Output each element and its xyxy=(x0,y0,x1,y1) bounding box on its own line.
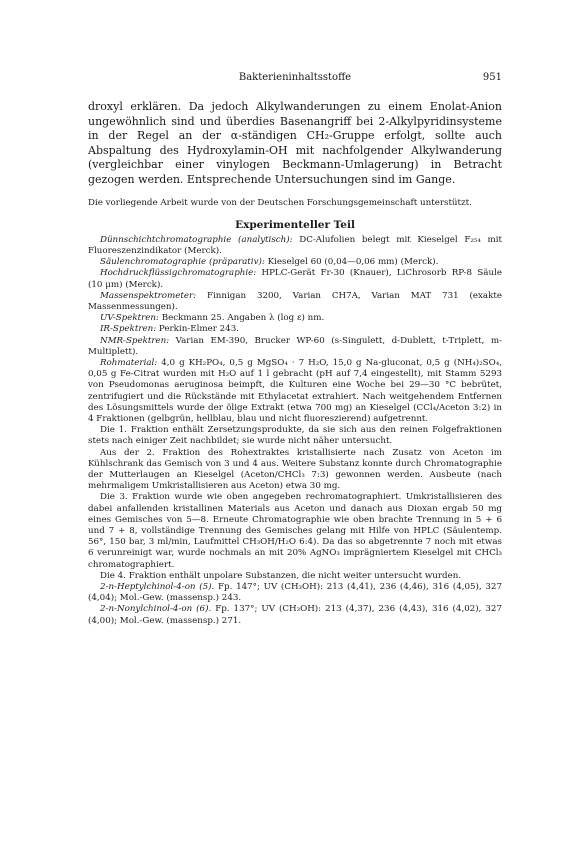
method-label: Dünnschichtchromatographie (analytisch): xyxy=(100,234,293,245)
method-text: Kieselgel 60 (0,04—0,06 mm) (Merck). xyxy=(264,257,439,268)
method-label: Hochdruckflüssigchromatographie: xyxy=(100,268,257,279)
method-paragraph xyxy=(88,336,502,358)
method-paragraph xyxy=(88,257,502,268)
page-number: 951 xyxy=(482,72,502,83)
method-text: Perkin-Elmer 243. xyxy=(156,324,239,335)
intro-paragraph: droxyl erklären. Da jedoch Alkylwanderungen zu einem Enolat-Anion ungewöhnlich sind und überdies Basenangriff bei 2-Alkylpyridinsysteme in der Regel an der α-ständigen CH₂-Gruppe erfolgt, sollte auch Abspaltung des Hydroxylamin-OH mit nachfolgender Alkylwanderung (vergleichbar einer vinylogen Beckmann-Umlagerung) in Betracht gezogen werden. Entsprechende Untersuchungen sind im Gange. xyxy=(88,100,502,186)
method-text: DC-Alufolien belegt mit Kieselgel F₂₅₄ mit Fluoreszenzindikator (Merck). xyxy=(88,234,503,256)
method-label: IR-Spektren: xyxy=(100,324,157,335)
compound-paragraph xyxy=(88,604,502,626)
method-paragraph xyxy=(88,324,502,335)
method-paragraph xyxy=(88,291,502,313)
method-label: Säulenchromatographie (präparativ): xyxy=(100,257,265,268)
compound-text: Fp. 137°; UV (CH₃OH): 213 (4,37), 236 (4,43), 316 (4,02), 327 (4,00); Mol.-Gew. (massensp.) 271. xyxy=(88,604,502,626)
compound-paragraph xyxy=(88,582,502,604)
method-label: NMR-Spektren: xyxy=(100,335,170,346)
acknowledgement: Die vorliegende Arbeit wurde von der Deutschen Forschungsgemeinschaft unterstützt. xyxy=(88,197,472,208)
fraction-paragraph: Die 3. Fraktion wurde wie oben angegeben rechromatographiert. Umkristallisieren des dabei anfallenden kristallinen Materials aus Aceton und danach aus Dioxan ergab 50 mg eines Gemisches von 5—8. Erneute Chromatographie wie oben brachte Trennung in 5 + 6 und 7 + 8, vollständige Trennung des Gemisches gelang mit Hilfe von HPLC (Säulentemp. 56°, 150 bar, 3 ml/min, Laufmittel CH₃OH/H₂O 6:4). Da das so abgetrennte 7 noch mit etwas 6 verunreinigt war, wurde nochmals an mit 20% AgNO₃ imprägniertem Kieselgel mit CHCl₃ chromatographiert. xyxy=(88,492,502,570)
fraction-paragraph: Die 1. Fraktion enthält Zersetzungsprodukte, da sie sich aus den reinen Folgefraktionen stets nach einiger Zeit nachbildet; sie wurde nicht näher untersucht. xyxy=(88,425,502,447)
method-paragraph xyxy=(88,313,502,324)
method-paragraph xyxy=(88,235,502,257)
method-label: UV-Spektren: xyxy=(100,313,159,324)
method-text: 4,0 g KH₂PO₄, 0,5 g MgSO₄ · 7 H₂O, 15,0 g Na-gluconat, 0,5 g (NH₄)₂SO₄, 0,05 g Fe-Citrat wurden mit H₂O auf 1 l gebracht (pH auf 7,4 eingestellt), mit Stamm 5293 von Pseudomonas aeruginosa beimpft, die Kulturen eine Woche bei 29—30 °C bebrütet, zentrifugiert und die Rückstände mit Ethylacetat extrahiert. Nach weitgehendem Entfernen des Lösungsmittels wurde der ölige Extrakt (etwa 700 mg) an Kieselgel (CCl₄/Aceton 3:2) in 4 Fraktionen (gelbgrün, hellblau, blau und nicht fluoreszierend) aufgetrennt. xyxy=(88,358,502,425)
fraction-paragraph: Die 4. Fraktion enthält unpolare Substanzen, die nicht weiter untersucht wurden. xyxy=(100,570,462,581)
method-label: Rohmaterial: xyxy=(100,358,158,368)
running-title: Bakterieninhaltsstoffe xyxy=(238,72,352,83)
page-header xyxy=(88,72,502,86)
method-text: Finnigan 3200, Varian CH7A, Varian MAT 731 (exakte Massenmessungen). xyxy=(88,290,502,312)
compound-label: 2-n-Nonylchinol-4-on (6). xyxy=(100,604,212,615)
method-text: Varian EM-390, Brucker WP-60 (s-Singulett, d-Dublett, t-Triplett, m-Multiplett). xyxy=(88,335,502,357)
page xyxy=(88,72,502,627)
section-heading: Experimenteller Teil xyxy=(235,218,355,231)
compound-text: Fp. 147°; UV (CH₃OH): 213 (4,41), 236 (4,46), 316 (4,05), 327 (4,04); Mol.-Gew. (massensp.) 243. xyxy=(88,582,502,604)
method-text: HPLC-Gerät Fr-30 (Knauer), LiChrosorb RP-8 Säule (10 μm) (Merck). xyxy=(88,268,502,290)
method-paragraph xyxy=(88,358,502,425)
experimental-body xyxy=(88,235,502,627)
fraction-paragraph: Aus der 2. Fraktion des Rohextraktes kristallisierte nach Zusatz von Aceton im Kühlschrank das Gemisch von 3 und 4 aus. Weitere Substanz konnte durch Chromatographie der Mutterlaugen an Kieselgel (Aceton/CHCl₃ 7:3) gewonnen werden. Ausbeute (nach mehrmaligem Umkristallisieren aus Aceton) etwa 30 mg. xyxy=(88,447,502,492)
method-text: Beckmann 25. Angaben λ (log ε) nm. xyxy=(158,313,325,324)
method-label: Massenspektrometer: xyxy=(100,290,197,301)
compound-label: 2-n-Heptylchinol-4-on (5). xyxy=(100,582,215,593)
method-paragraph xyxy=(88,268,502,290)
